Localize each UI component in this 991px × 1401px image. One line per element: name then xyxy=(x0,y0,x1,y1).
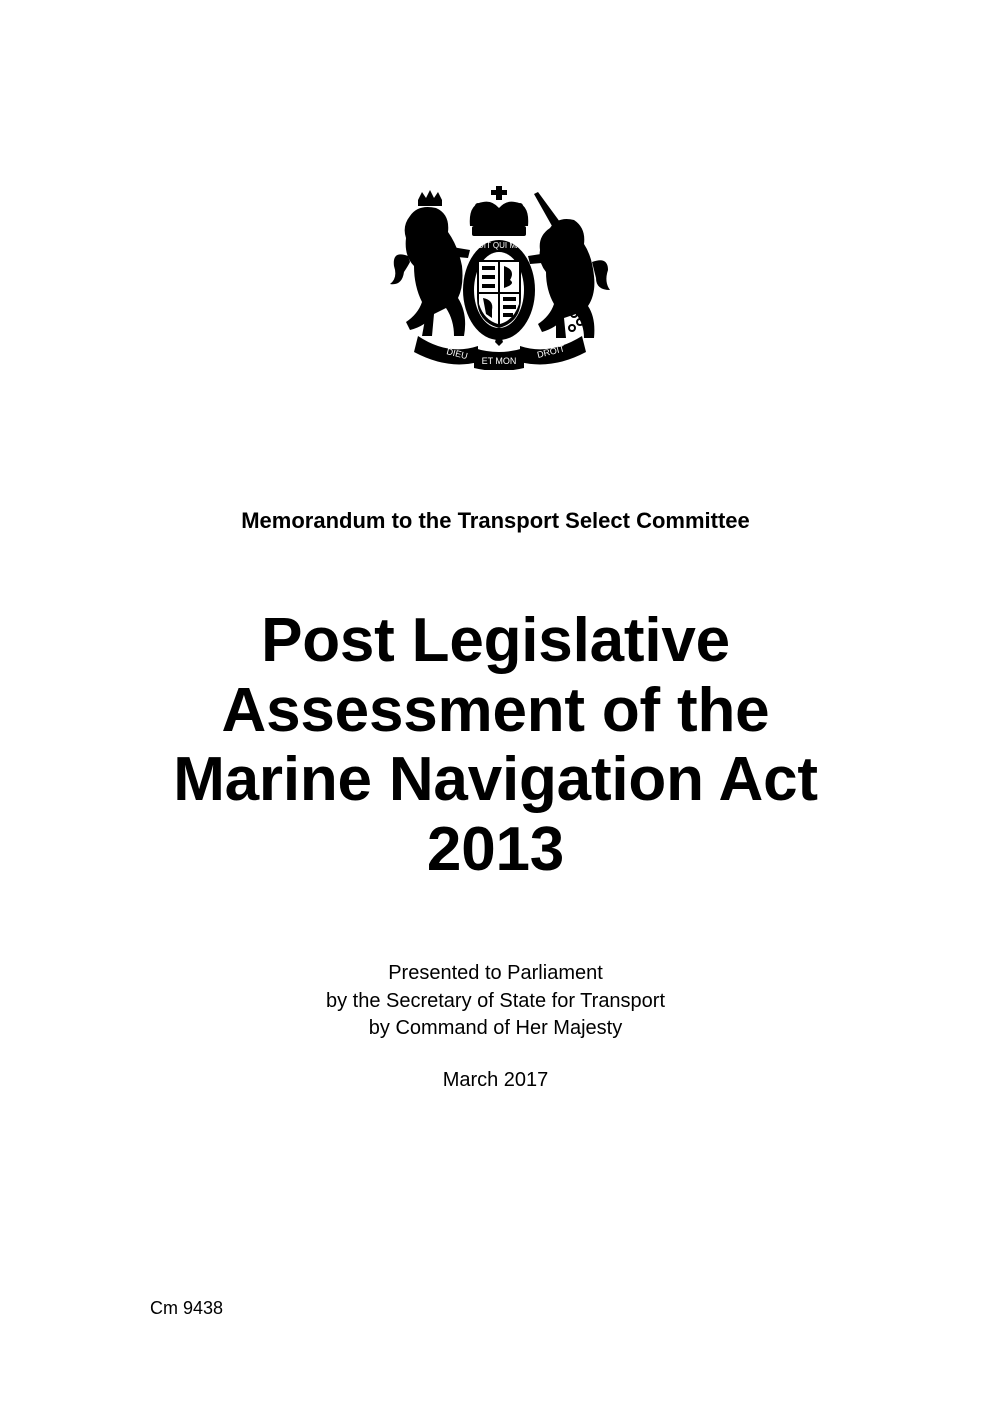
presented-line: by Command of Her Majesty xyxy=(368,1017,623,1039)
title-line: Post Legislative xyxy=(261,606,730,675)
publication-date: March 2017 xyxy=(442,1069,549,1091)
command-paper-number: Cm 9438 xyxy=(150,1298,224,1318)
memorandum-subtitle: Memorandum to the Transport Select Committee xyxy=(241,508,750,533)
svg-text:ET MON: ET MON xyxy=(481,356,517,366)
presented-line: by the Secretary of State for Transport xyxy=(325,989,666,1012)
document-title xyxy=(0,606,991,884)
royal-coat-of-arms-icon xyxy=(388,186,612,370)
svg-text:DIEU: DIEU xyxy=(445,346,469,362)
title-line: Marine Navigation Act xyxy=(173,745,818,814)
title-line: 2013 xyxy=(426,814,565,884)
svg-text:SOIT QUI MAL: SOIT QUI MAL xyxy=(472,241,526,250)
presented-line: Presented to Parliament xyxy=(388,962,603,984)
title-line: Assessment of the xyxy=(221,675,770,745)
svg-text:DROIT: DROIT xyxy=(536,343,566,360)
presented-statement xyxy=(0,960,991,1043)
